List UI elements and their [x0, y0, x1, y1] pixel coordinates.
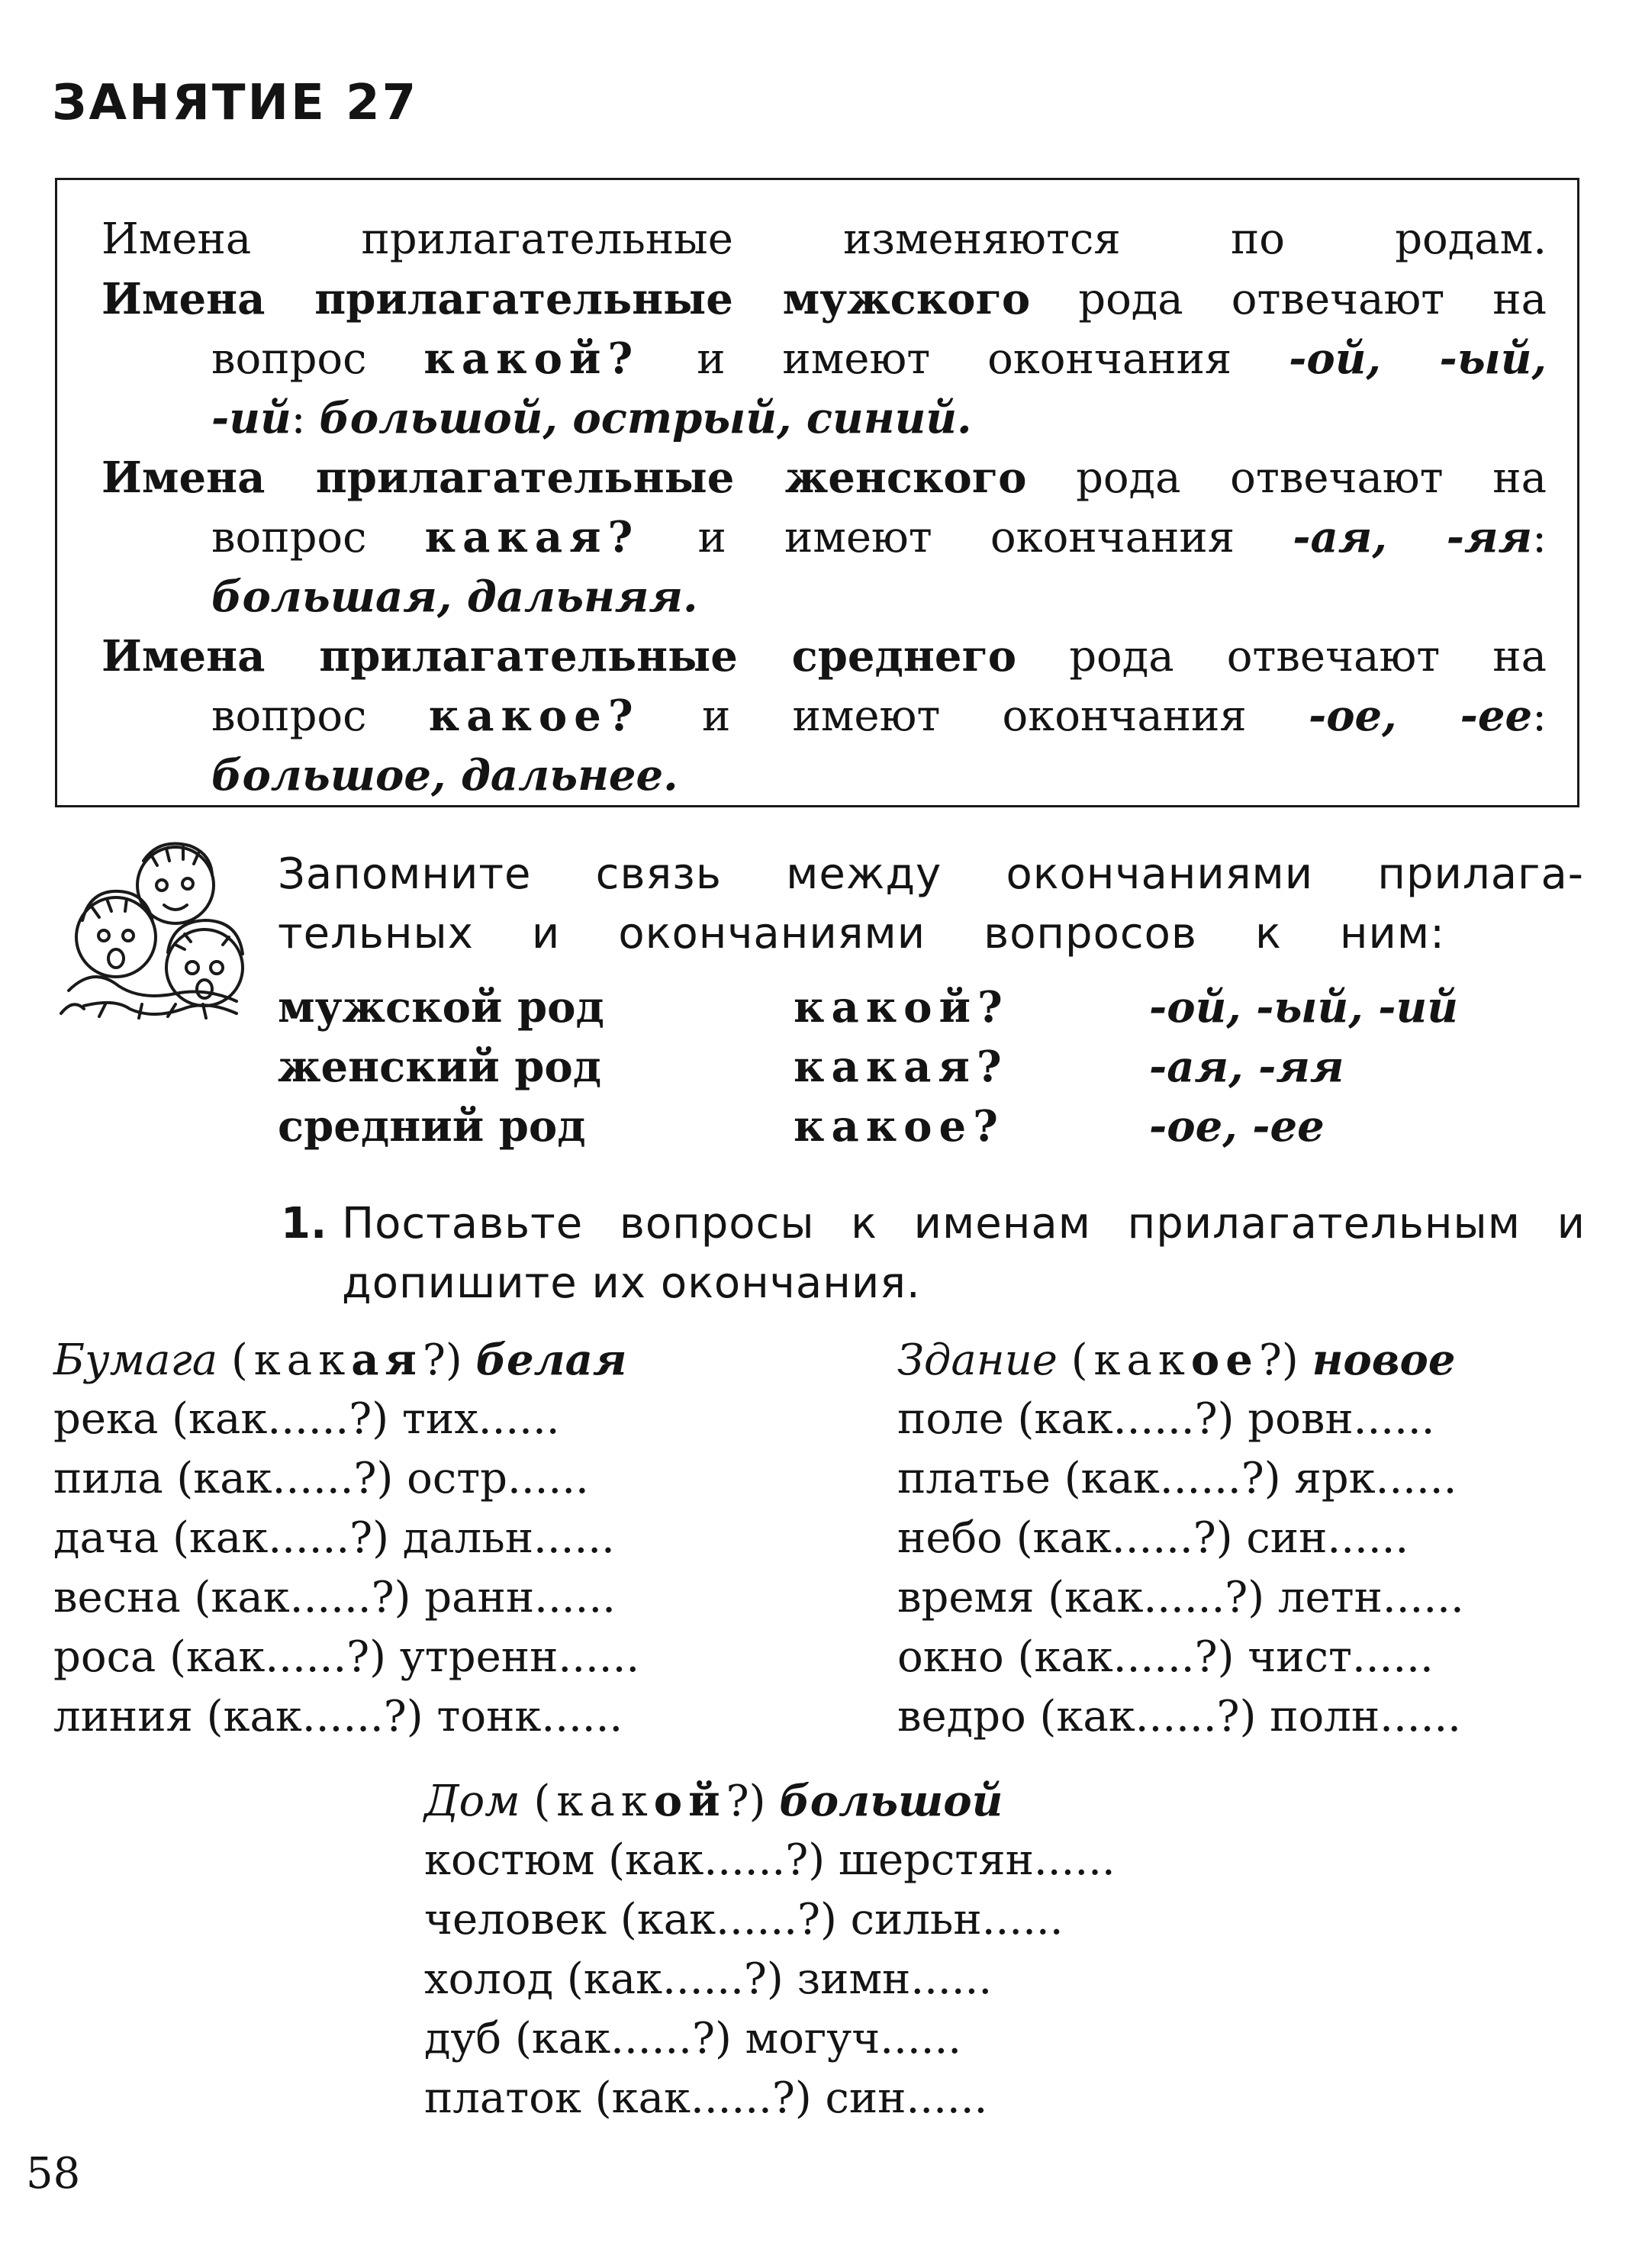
question-masculine: какой?: [794, 982, 1009, 1033]
gender-neuter: средний род: [278, 1101, 586, 1152]
exercise-item: человек (как......?) сильн......: [424, 1895, 1064, 1944]
task-number: 1.: [281, 1199, 327, 1248]
rule-feminine-line2: вопрос какая? и имеют окончания -ая, -яя:: [211, 512, 1547, 562]
rule-masculine-line1: Имена прилагательные мужского рода отвечают на: [101, 274, 1547, 324]
example-masculine: Дом (какой?) большой: [424, 1776, 1003, 1826]
example-neuter: Здание (какое?) новое: [897, 1335, 1456, 1385]
exercise-item: пила (как......?) остр......: [53, 1454, 589, 1503]
endings-feminine: -ая, -яя: [1149, 1042, 1344, 1092]
exercise-item: весна (как......?) ранн......: [53, 1573, 616, 1622]
exercise-item: холод (как......?) зимн......: [424, 1954, 993, 2004]
rule-masculine-line3: -ий: большой, острый, синий.: [211, 393, 972, 443]
gender-masculine: мужской род: [278, 982, 604, 1033]
rule-neuter-line2: вопрос какое? и имеют окончания -ое, -ее:: [211, 691, 1547, 741]
rule-feminine-line1: Имена прилагательные женского рода отвечают на: [101, 453, 1547, 503]
task-instruction-line-2: допишите их окончания.: [342, 1258, 921, 1308]
exercise-item: поле (как......?) ровн......: [897, 1394, 1435, 1444]
exercise-item: время (как......?) летн......: [897, 1573, 1464, 1622]
gender-feminine: женский род: [278, 1042, 602, 1092]
lesson-title: ЗАНЯТИЕ 27: [52, 75, 419, 131]
exercise-item: окно (как......?) чист......: [897, 1632, 1434, 1682]
memo-line-2: тельных и окончаниями вопросов к ним:: [278, 909, 1445, 958]
rule-neuter-line1: Имена прилагательные среднего рода отвечают на: [101, 631, 1547, 681]
question-feminine: какая?: [794, 1042, 1009, 1092]
exercise-item: дача (как......?) дальн......: [53, 1513, 615, 1563]
task-instruction-line-1: Поставьте вопросы к именам прилагательным и: [342, 1199, 1586, 1248]
memo-line-1: Запомните связь между окончаниями прилага-: [278, 849, 1584, 899]
rule-box: [55, 178, 1579, 807]
rule-feminine-line3: большая, дальняя.: [211, 572, 698, 622]
exercise-item: линия (как......?) тонк......: [53, 1692, 623, 1741]
question-neuter: какое?: [794, 1101, 1005, 1152]
exercise-item: небо (как......?) син......: [897, 1513, 1409, 1563]
endings-masculine: -ой, -ый, -ий: [1149, 982, 1458, 1033]
exercise-item: ведро (как......?) полн......: [897, 1692, 1461, 1741]
rule-neuter-line3: большое, дальнее.: [211, 750, 678, 801]
endings-neuter: -ое, -ее: [1149, 1101, 1325, 1152]
exercise-item: платье (как......?) ярк......: [897, 1454, 1457, 1503]
exercise-item: дуб (как......?) могуч......: [424, 2014, 962, 2063]
children-faces-icon: [53, 838, 252, 1021]
example-feminine: Бумага (какая?) белая: [53, 1335, 627, 1385]
rule-line-intro: Имена прилагательные изменяются по родам.: [101, 214, 1547, 264]
rule-masculine-line2: вопрос какой? и имеют окончания -ой, -ый,: [211, 333, 1547, 384]
exercise-item: река (как......?) тих......: [53, 1394, 560, 1444]
page-number: 58: [26, 2149, 81, 2199]
exercise-item: костюм (как......?) шерстян......: [424, 1835, 1116, 1885]
exercise-item: роса (как......?) утренн......: [53, 1632, 640, 1682]
exercise-item: платок (как......?) син......: [424, 2073, 988, 2123]
